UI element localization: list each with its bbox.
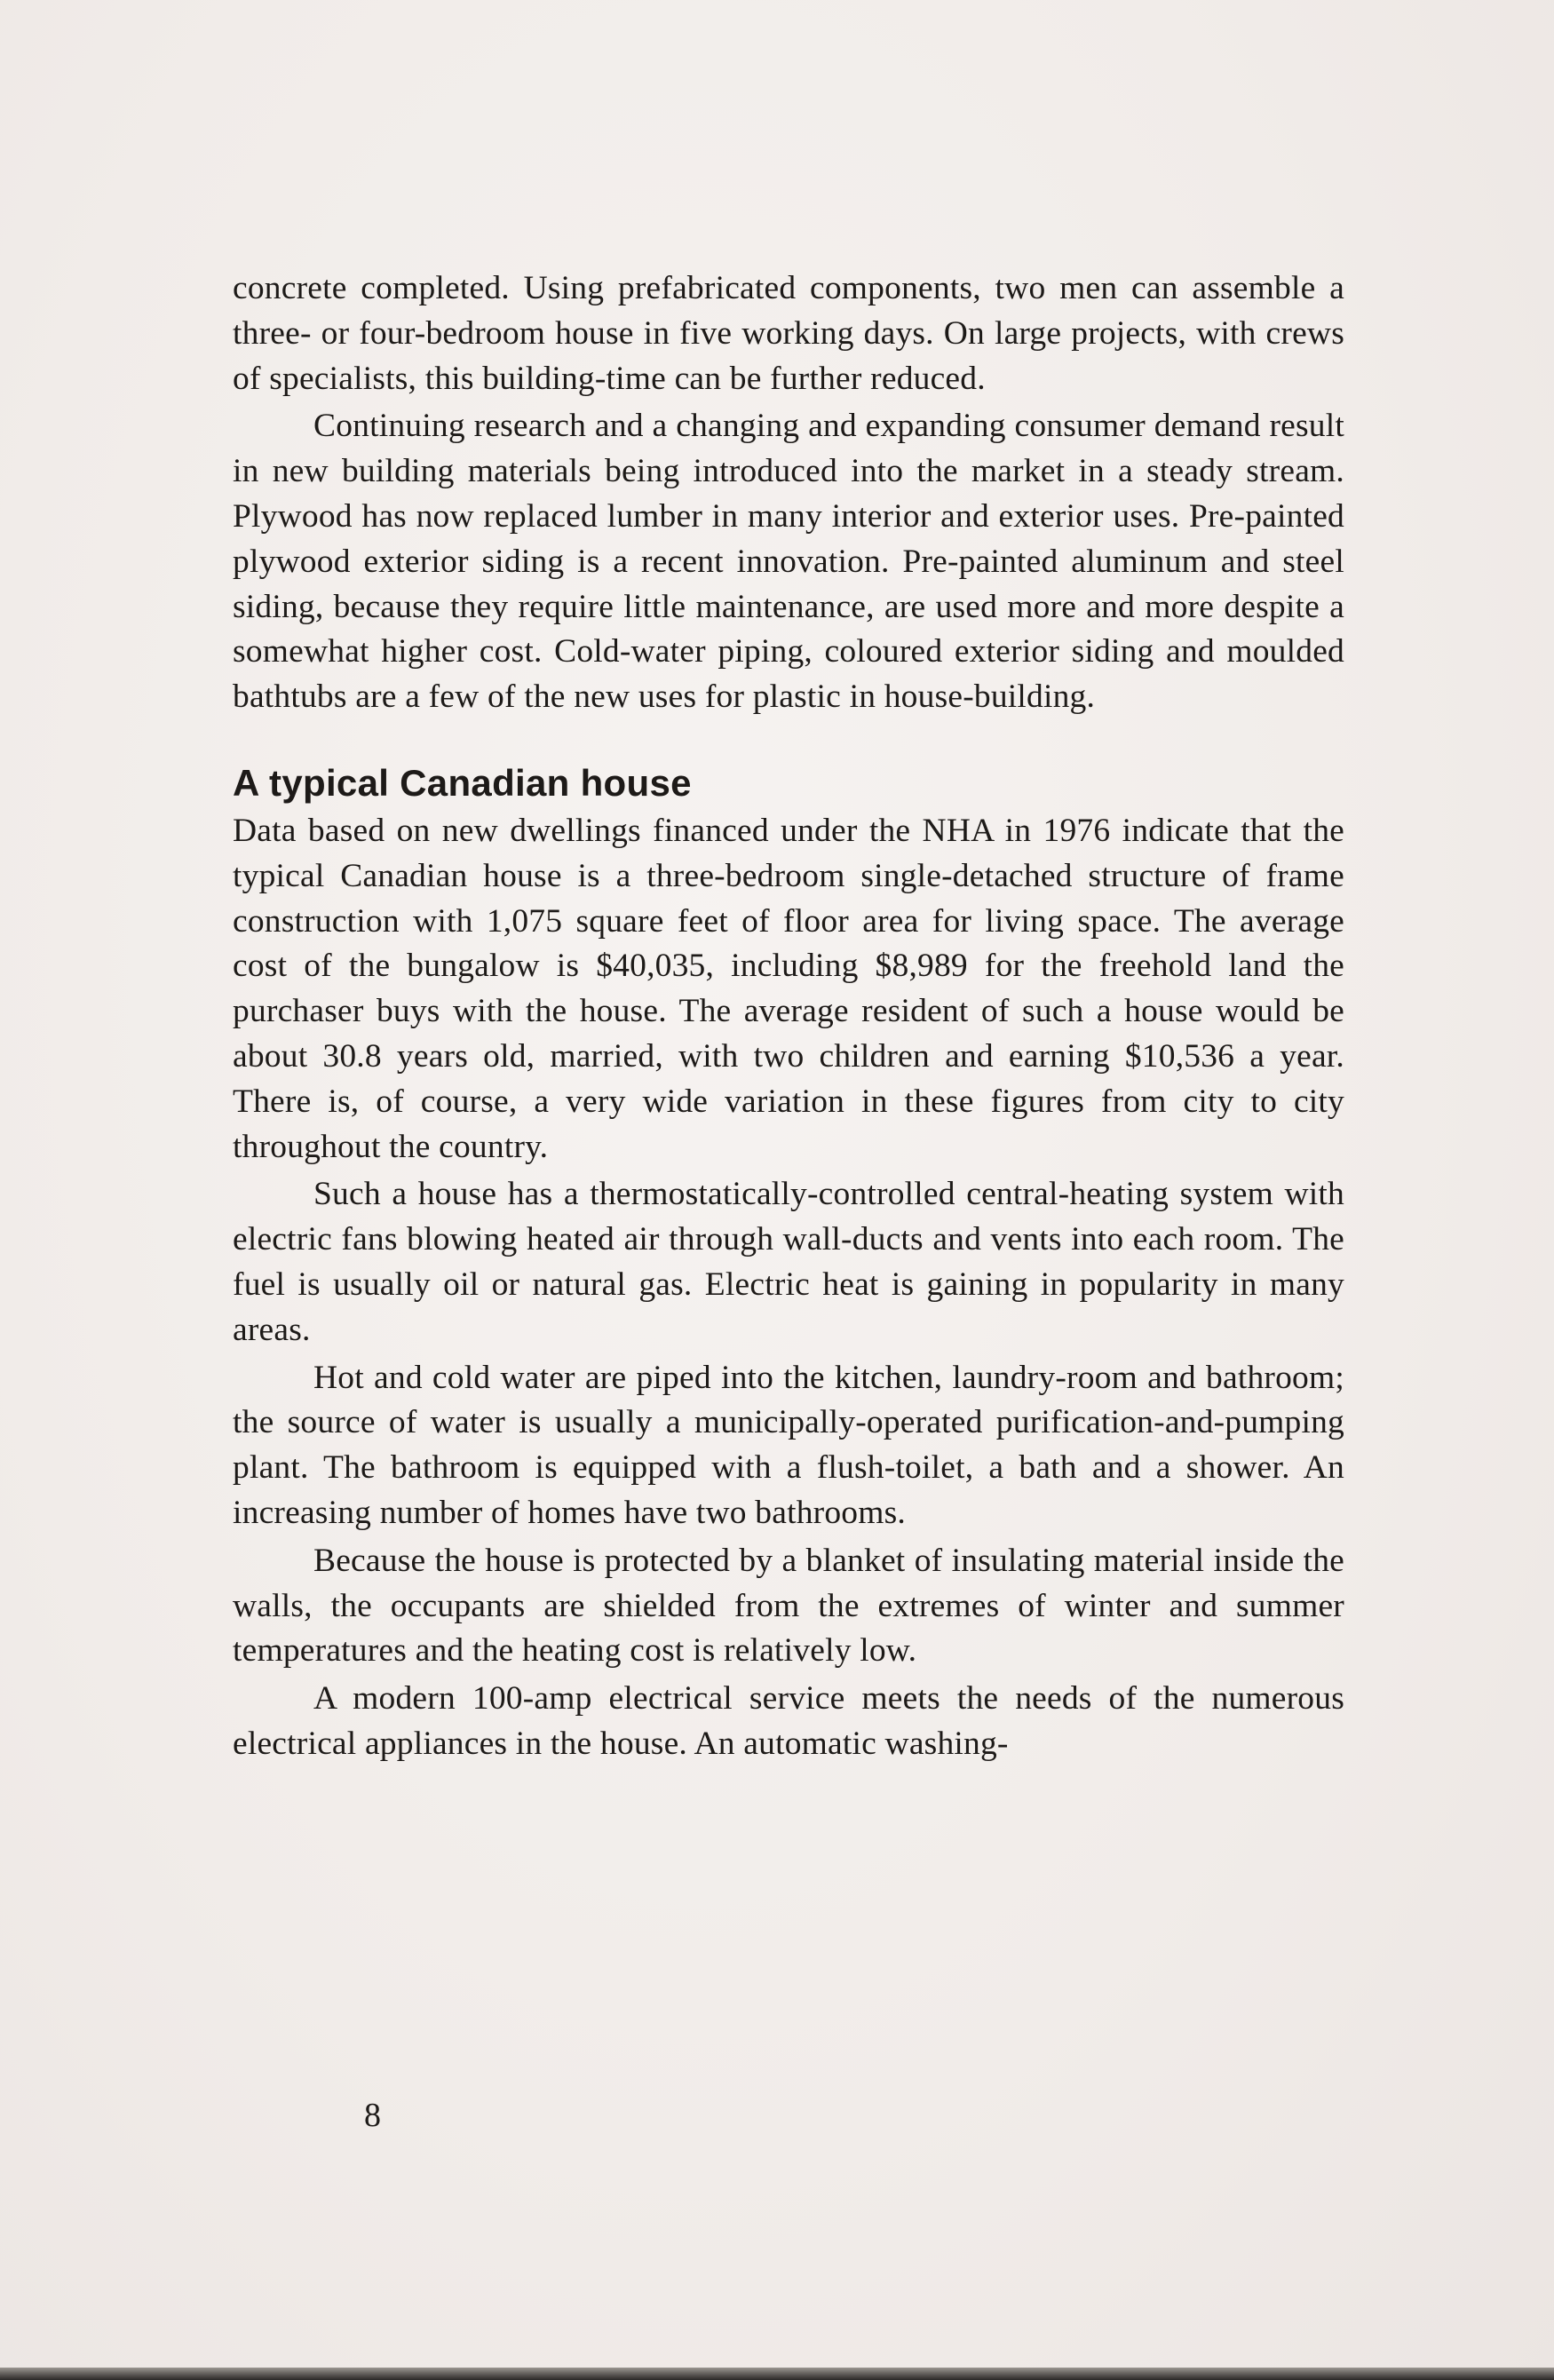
paragraph-building-materials: Continuing research and a changing and expanding consumer demand result in new building materials being introduced into the market in a steady stream. Plywood has now replaced lumber in many interior and exterior uses. Pre-painted plywood exterior siding is a recent innovation. Pre-painted aluminum and steel siding, because they require little maintenance, are used more and more despite a somewhat higher cost. Cold-water piping, coloured exterior siding and moulded bathtubs are a few of the new uses for plastic in house-building. — [233, 408, 1344, 716]
paragraph-typical-house-data: Data based on new dwellings financed under the NHA in 1976 indicate that the typical Canadian house is a three-bedroom single-detached structure of frame construction with 1,075 square feet of floor area for living space. The average cost of the bungalow is $40,035, including $8,989 for the freehold land the purchaser buys with the house. The average resident of such a house would be about 30.8 years old, married, with two children and earning $10,536 a year. There is, of course, a very wide variation in these figures from city to city throughout the country. — [233, 812, 1344, 1165]
paragraph-water: Hot and cold water are piped into the kitchen, laundry-room and bathroom; the source of water is usually a municipally-operated purification-and-pumping plant. The bathroom is equipped with a flush-toilet, a bath and a shower. An increasing number of homes have two bathrooms. — [233, 1359, 1344, 1531]
section-heading: A typical Canadian house — [233, 761, 692, 804]
page-bottom-edge — [0, 2368, 1554, 2380]
paragraph-heating: Such a house has a thermostatically-controlled central-heating system with electric fans blowing heated air through wall-ducts and vents into each room. The fuel is usually oil or natural gas. Electric heat is gaining in popularity in many areas. — [233, 1176, 1344, 1348]
paragraph-continued: concrete completed. Using prefabricated components, two men can assemble a three- or four-bedroom house in five working days. On large projects, with crews of specialists, this building-time can be further reduced. — [233, 270, 1344, 397]
paragraph-insulation: Because the house is protected by a blanket of insulating material inside the walls, the occupants are shielded from the extremes of winter and summer temperatures and the heating cost is relatively low. — [233, 1542, 1344, 1670]
paragraph-electrical: A modern 100-amp electrical service meets the needs of the numerous electrical appliances in the house. An automatic washing- — [233, 1680, 1344, 1762]
page-body — [233, 266, 1344, 1767]
page-number: 8 — [364, 2097, 381, 2134]
